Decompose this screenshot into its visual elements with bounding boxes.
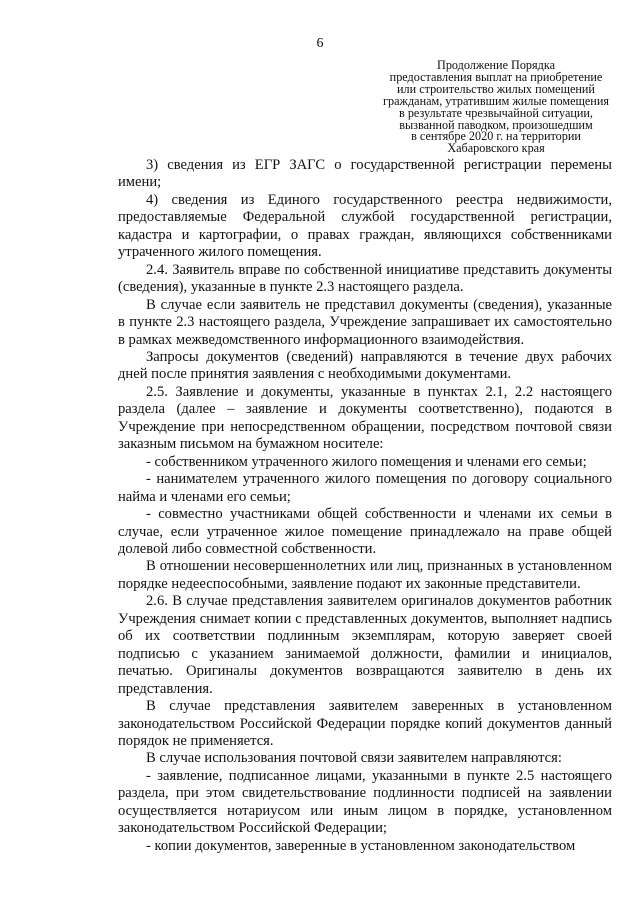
paragraph: 2.5. Заявление и документы, указанные в пунктах 2.1, 2.2 настоящего раздела (далее – заявление и документы соответственно), подаются в Учреждение при непосредственном обращении, посредством почтовой связи заказным письмом на бумажном носителе: bbox=[118, 383, 612, 453]
paragraph: 4) сведения из Единого государственного реестра недвижимости, предоставляемые Федеральной службой государственной регистрации, кадастра и картографии, о правах граждан, являющихся собственниками утраченного жилого помещения. bbox=[118, 191, 612, 261]
paragraph: - собственником утраченного жилого помещения и членами его семьи; bbox=[146, 453, 587, 470]
paragraph: В случае если заявитель не представил документы (сведения), указанные в пункте 2.3 настоящего раздела, Учреждение запрашивает их самостоятельно в рамках межведомственного информационного взаимодействия. bbox=[118, 296, 612, 348]
header-line: вызванной паводком, произошедшим bbox=[399, 117, 593, 132]
paragraph: 2.6. В случае представления заявителем оригиналов документов работник Учреждения снимает копии с представленных документов, выполняет надпись об их соответствии подлинным экземплярам, которую заверяет своей подписью с указанием занимаемой должности, фамилии и инициалов, печатью. Оригиналы документов возвращаются заявителю в день их представления. bbox=[118, 593, 612, 697]
document-body bbox=[118, 157, 612, 855]
header-line: или строительство жилых помещений bbox=[397, 81, 595, 96]
header-line: в результате чрезвычайной ситуации, bbox=[399, 105, 593, 120]
document-header bbox=[356, 60, 636, 155]
header-line: Продолжение Порядка bbox=[437, 58, 555, 72]
paragraph: В случае представления заявителем заверенных в установленном законодательством Российской Федерации порядке копий документов данный порядок не применяется. bbox=[118, 698, 612, 749]
paragraph: - совместно участниками общей собственности и членами их семьи в случае, если утраченное жилое помещение принадлежало на праве общей долевой либо совместной собственности. bbox=[118, 506, 612, 557]
paragraph: - нанимателем утраченного жилого помещения по договору социального найма и членами его семьи; bbox=[118, 471, 612, 505]
header-line: гражданам, утратившим жилые помещения bbox=[383, 93, 609, 108]
paragraph: - заявление, подписанное лицами, указанными в пункте 2.5 настоящего раздела, при этом свидетельствование подлинности подписей на заявлении осуществляется нотариусом или иным лицом в порядке, установленном законодательством Российской Федерации; bbox=[118, 767, 612, 837]
paragraph: В случае использования почтовой связи заявителем направляются: bbox=[146, 750, 562, 767]
paragraph: Запросы документов (сведений) направляются в течение двух рабочих дней после принятия заявления с необходимыми документами. bbox=[118, 348, 612, 383]
header-line: в сентябре 2020 г. на территории bbox=[411, 129, 581, 144]
page-number: 6 bbox=[316, 36, 324, 51]
header-line: Хабаровского края bbox=[447, 141, 545, 156]
paragraph: 2.4. Заявитель вправе по собственной инициативе представить документы (сведения), указанные в пункте 2.3 настоящего раздела. bbox=[118, 261, 612, 296]
paragraph: 3) сведения из ЕГР ЗАГС о государственной регистрации перемены имени; bbox=[118, 157, 612, 191]
paragraph: - копии документов, заверенные в установленном законодательством bbox=[146, 837, 576, 854]
paragraph: В отношении несовершеннолетних или лиц, признанных в установленном порядке недееспособными, заявление подают их законные представители. bbox=[118, 558, 612, 592]
header-line: предоставления выплат на приобретение bbox=[389, 69, 603, 84]
